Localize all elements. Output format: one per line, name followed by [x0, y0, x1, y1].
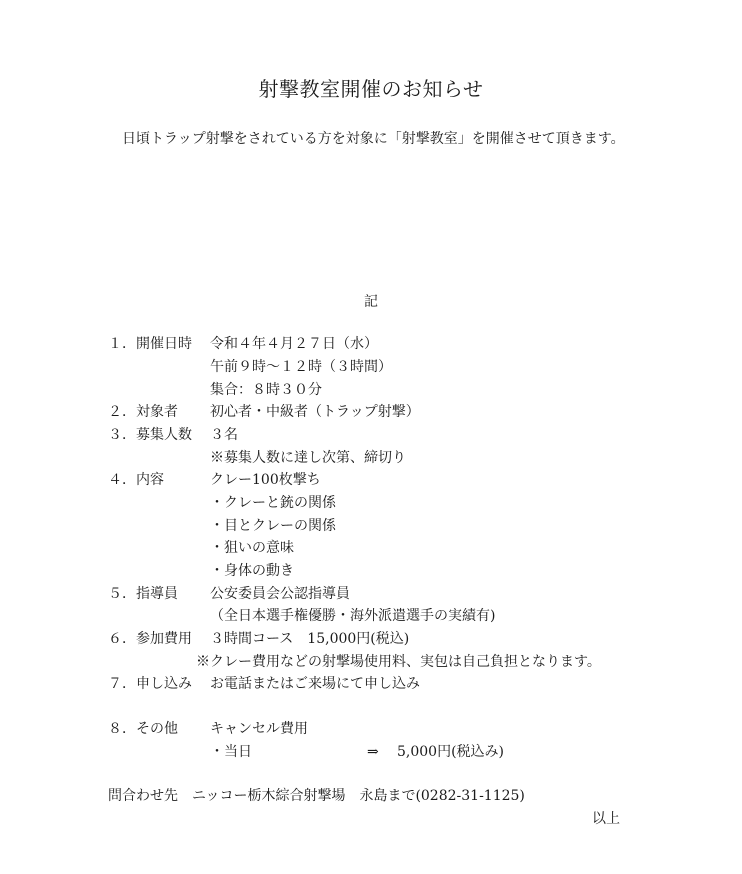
item-value: （全日本選手権優勝・海外派遣選手の実績有): [210, 608, 496, 624]
item-note: ※クレー費用などの射撃場使用料、実包は自己負担となります。: [196, 654, 601, 670]
item-value: キャンセル費用: [210, 721, 308, 737]
ki-heading: 記: [364, 294, 378, 310]
intro-paragraph: 日頃トラップ射撃をされている方を対象に「射撃教室」を開催させて頂きます。: [108, 131, 625, 147]
document-title: 射撃教室開催のお知らせ: [258, 77, 484, 101]
item-number: ６．: [108, 631, 136, 647]
item-label: 募集人数: [136, 427, 192, 443]
contact-line: 問合わせ先 ニッコー栃木綜合射撃場 永島まで(0282-31-1125): [108, 788, 525, 804]
item-number: ２．: [108, 404, 136, 420]
item-label: その他: [136, 721, 178, 737]
item-label: 指導員: [136, 586, 178, 602]
item-number: ４．: [108, 472, 136, 488]
item-value: ・目とクレーの関係: [210, 518, 336, 534]
closing-text: 以上: [592, 811, 620, 827]
item-value: 令和４年４月２７日（水）: [210, 336, 378, 352]
item-value: ※募集人数に達し次第、締切り: [210, 450, 406, 466]
item-value: ・狙いの意味: [210, 540, 294, 556]
item-label: 申し込み: [136, 676, 192, 692]
item-label: 開催日時: [136, 336, 192, 352]
item-value: 集合：８時３０分: [210, 382, 322, 398]
item-number: ７．: [108, 676, 136, 692]
item-number: ８．: [108, 721, 136, 737]
arrow-icon: ⇒: [367, 744, 379, 760]
item-label: 対象者: [136, 404, 178, 420]
item-number: １．: [108, 336, 136, 352]
item-number: ３．: [108, 427, 136, 443]
item-value: クレー100枚撃ち: [210, 472, 321, 488]
item-value: 初心者・中級者（トラップ射撃）: [210, 404, 420, 420]
item-value: お電話またはご来場にて申し込み: [210, 676, 420, 692]
item-value: ・身体の動き: [210, 563, 294, 579]
item-value: 公安委員会公認指導員: [210, 586, 350, 602]
item-value: 午前９時～１２時（３時間）: [210, 359, 392, 375]
item-value: ３名: [210, 427, 238, 443]
item-number: ５．: [108, 586, 136, 602]
item-label: 内容: [136, 472, 164, 488]
item-label: 参加費用: [136, 631, 192, 647]
sub-amount: 5,000円(税込み): [397, 744, 505, 760]
item-value: ３時間コース 15,000円(税込): [210, 631, 410, 647]
item-value: ・クレーと銃の関係: [210, 495, 336, 511]
sub-label: ・当日: [210, 744, 252, 760]
